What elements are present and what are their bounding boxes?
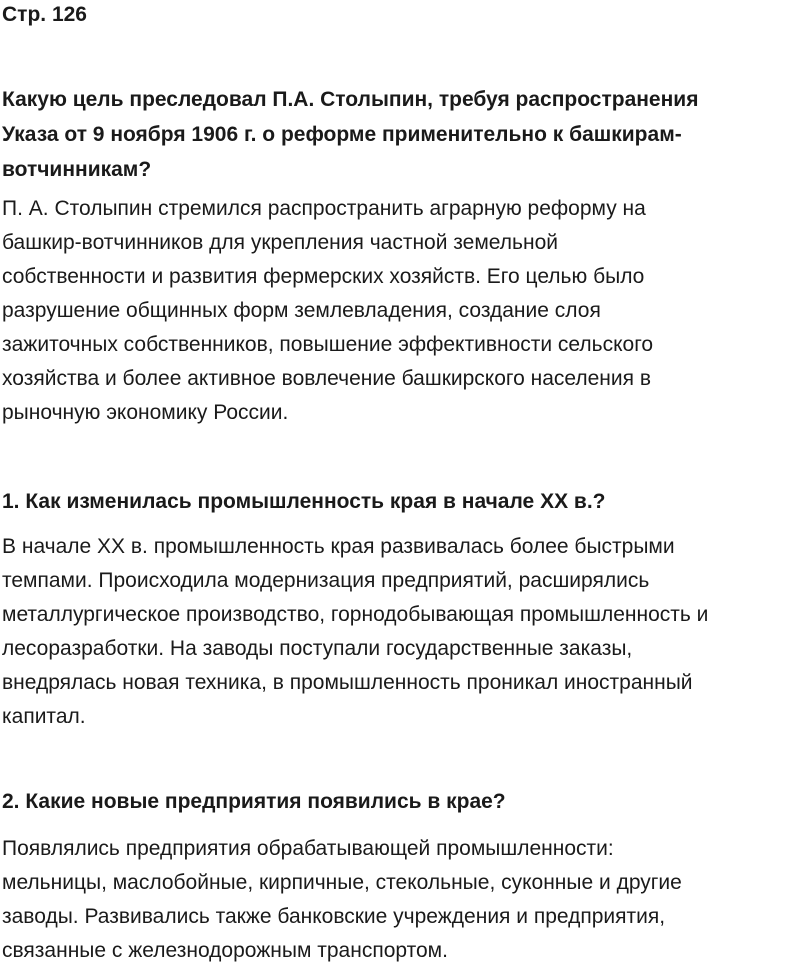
question-3 bbox=[2, 784, 506, 819]
question-line: Какую цель преследовал П.А. Столыпин, требуя распространения bbox=[2, 88, 699, 111]
answer-line: разрушение общинных форм землевладения, создание слоя bbox=[2, 299, 601, 322]
question-1 bbox=[2, 82, 698, 187]
answer-line: мельницы, маслобойные, кирпичные, стекольные, суконные и другие bbox=[2, 871, 682, 894]
answer-line: зажиточных собственников, повышение эффективности сельского bbox=[2, 333, 654, 356]
question-line: вотчинникам? bbox=[2, 158, 152, 181]
answer-line: башкир-вотчинников для укрепления частной земельной bbox=[2, 231, 558, 254]
answer-line: металлургическое производство, горнодобывающая промышленность и bbox=[2, 603, 709, 626]
answer-line: лесоразработки. На заводы поступали государственные заказы, bbox=[2, 637, 633, 660]
page-number: Стр. 126 bbox=[2, 3, 87, 26]
question-line: 1. Как изменилась промышленность края в начале XX в.? bbox=[2, 490, 606, 513]
answer-line: рыночную экономику России. bbox=[2, 401, 289, 424]
answer-line: заводы. Развивались также банковские учреждения и предприятия, bbox=[2, 905, 666, 928]
answer-2 bbox=[2, 530, 708, 734]
answer-line: П. А. Столыпин стремился распространить аграрную реформу на bbox=[2, 197, 646, 220]
answer-line: связанные с железнодорожным транспортом. bbox=[2, 939, 448, 962]
answer-line: хозяйства и более активное вовлечение башкирского населения в bbox=[2, 367, 651, 390]
answer-line: темпами. Происходила модернизация предприятий, расширялись bbox=[2, 569, 650, 592]
question-2 bbox=[2, 484, 605, 519]
answer-line: капитал. bbox=[2, 705, 86, 728]
question-line: 2. Какие новые предприятия появились в крае? bbox=[2, 790, 506, 813]
answer-1 bbox=[2, 192, 653, 430]
answer-line: внедрялась новая техника, в промышленность проникал иностранный bbox=[2, 671, 693, 694]
answer-line: В начале XX в. промышленность края развивалась более быстрыми bbox=[2, 535, 675, 558]
answer-line: собственности и развития фермерских хозяйств. Его целью было bbox=[2, 265, 645, 288]
answer-line: Появлялись предприятия обрабатывающей промышленности: bbox=[2, 837, 614, 860]
question-line: Указа от 9 ноября 1906 г. о реформе применительно к башкирам- bbox=[2, 123, 682, 146]
answer-3 bbox=[2, 832, 682, 968]
